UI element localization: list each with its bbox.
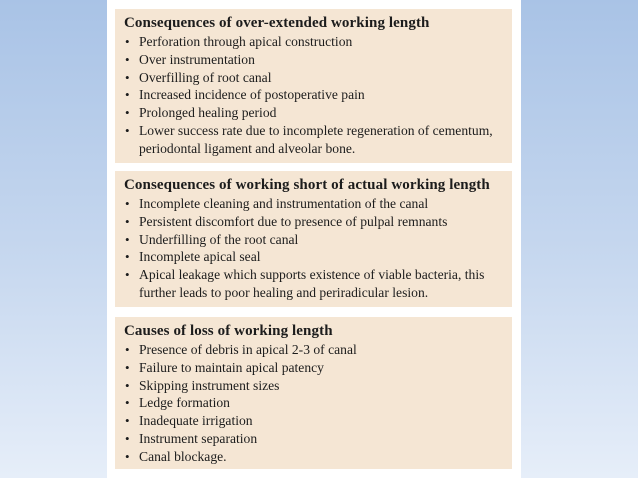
list-item-text: Lower success rate due to incomplete regeneration of cementum, periodontal ligament and alveolar bone. — [139, 122, 493, 156]
list-item-text: Prolonged healing period — [139, 105, 277, 121]
section-title: Causes of loss of working length — [124, 323, 333, 339]
list-item — [124, 86, 504, 104]
section-over-extended — [115, 9, 512, 163]
list-item-text: Perforation through apical construction — [139, 34, 353, 49]
list-item — [124, 394, 504, 412]
bullet-icon: • — [125, 122, 130, 138]
list-item-text: Increased incidence of postoperative pain — [139, 87, 365, 103]
list-item-text: Presence of debris in apical 2-3 of canal — [139, 342, 357, 357]
list-item — [124, 51, 504, 69]
bullet-icon: • — [125, 196, 130, 211]
list-item-text: Ledge formation — [139, 395, 230, 411]
bullet-icon: • — [125, 413, 130, 429]
list-item — [124, 33, 504, 51]
bullet-icon: • — [125, 267, 130, 283]
list-item — [124, 231, 504, 249]
bullet-icon: • — [125, 342, 130, 357]
list-item — [124, 213, 504, 231]
bullet-icon: • — [125, 430, 130, 446]
section-causes-loss — [115, 317, 512, 469]
list-item-text: Over instrumentation — [139, 51, 255, 67]
list-item — [124, 195, 504, 213]
list-item — [124, 341, 504, 359]
bullet-icon: • — [125, 231, 130, 247]
list-item-text: Incomplete apical seal — [139, 249, 261, 265]
list-item-text: Underfilling of the root canal — [139, 231, 299, 247]
list-item-text: Apical leakage which supports existence of viable bacteria, this further leads to poor healing and periradicular lesion. — [139, 267, 485, 300]
section-working-short — [115, 171, 512, 307]
section-title: Consequences of over-extended working length — [124, 15, 430, 31]
list-item-text: Skipping instrument sizes — [139, 377, 280, 393]
bullet-icon: • — [125, 105, 130, 121]
bullet-list — [124, 195, 504, 302]
document-page — [107, 0, 521, 478]
list-item-text: Overfilling of root canal — [139, 69, 272, 85]
section-title: Consequences of working short of actual working length — [124, 177, 490, 193]
list-item — [124, 104, 504, 122]
list-item — [124, 248, 504, 266]
bullet-icon: • — [125, 69, 130, 85]
bullet-icon: • — [125, 213, 130, 229]
bullet-icon: • — [125, 34, 130, 49]
bullet-icon: • — [125, 249, 130, 265]
bullet-icon: • — [125, 359, 130, 375]
list-item — [124, 430, 504, 448]
bullet-list — [124, 341, 504, 466]
list-item — [124, 122, 504, 158]
list-item — [124, 448, 504, 466]
list-item-text: Failure to maintain apical patency — [139, 359, 324, 375]
bullet-icon: • — [125, 395, 130, 411]
bullet-list — [124, 33, 504, 158]
bullet-icon: • — [125, 448, 130, 464]
list-item-text: Incomplete cleaning and instrumentation of the canal — [139, 196, 429, 211]
bullet-icon: • — [125, 51, 130, 67]
list-item — [124, 412, 504, 430]
list-item-text: Persistent discomfort due to presence of pulpal remnants — [139, 213, 448, 229]
list-item-text: Instrument separation — [139, 430, 258, 446]
list-item — [124, 359, 504, 377]
list-item — [124, 69, 504, 87]
bullet-icon: • — [125, 377, 130, 393]
list-item — [124, 377, 504, 395]
list-item — [124, 266, 504, 302]
list-item-text: Inadequate irrigation — [139, 413, 253, 429]
bullet-icon: • — [125, 87, 130, 103]
list-item-text: Canal blockage. — [139, 448, 227, 464]
